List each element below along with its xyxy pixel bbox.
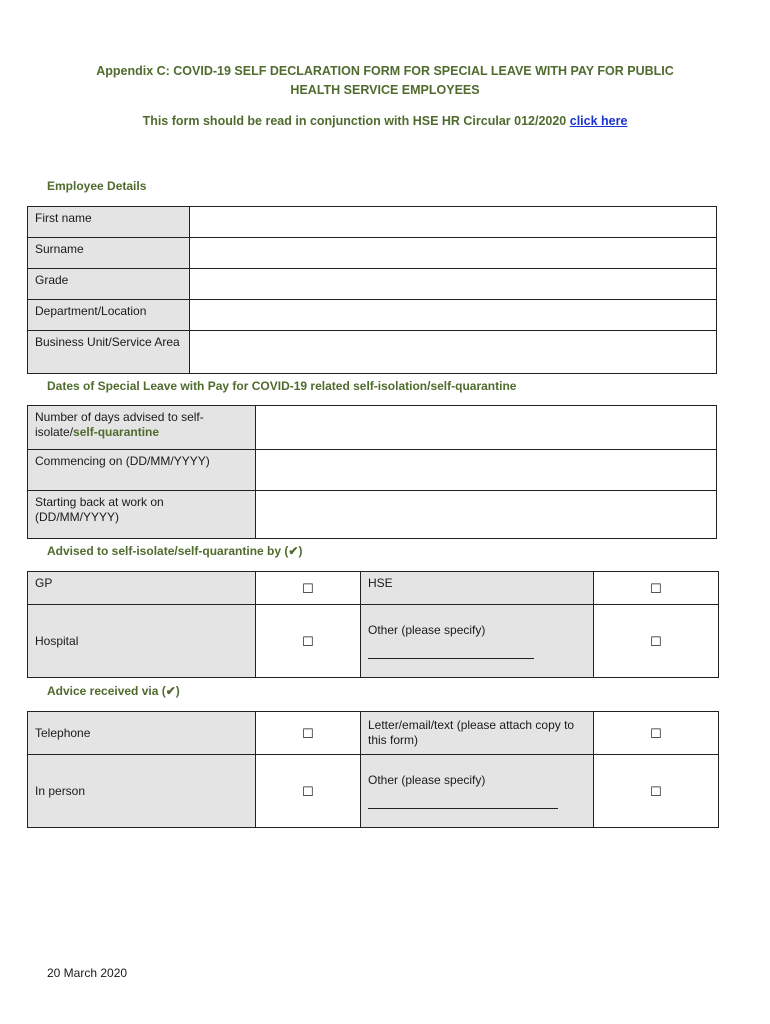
- department-location-label: Department/Location: [28, 300, 190, 331]
- form-title: [40, 62, 730, 100]
- subtitle-text: This form should be read in conjunction with HSE HR Circular 012/2020: [142, 114, 567, 128]
- business-unit-field[interactable]: [190, 331, 717, 374]
- hse-label: HSE: [361, 572, 594, 605]
- days-advised-label: [28, 406, 256, 450]
- surname-field[interactable]: [190, 238, 717, 269]
- dates-heading: Dates of Special Leave with Pay for COVID-19 related self-isolation/self-quarantine: [47, 379, 517, 393]
- telephone-label: Telephone: [28, 712, 256, 755]
- surname-label: Surname: [28, 238, 190, 269]
- hospital-label: Hospital: [28, 605, 256, 678]
- department-location-field[interactable]: [190, 300, 717, 331]
- starting-back-field[interactable]: [256, 491, 717, 539]
- commencing-field[interactable]: [256, 450, 717, 491]
- telephone-checkbox[interactable]: ☐: [256, 712, 361, 755]
- gp-checkbox[interactable]: ☐: [256, 572, 361, 605]
- days-advised-label-text: Number of days advised to self-isolate/: [35, 410, 204, 439]
- form-subtitle: [40, 114, 730, 128]
- in-person-checkbox[interactable]: ☐: [256, 755, 361, 828]
- advised-other-cell: [361, 605, 594, 678]
- received-via-table: [27, 711, 719, 828]
- days-advised-field[interactable]: [256, 406, 717, 450]
- advised-other-specify-line[interactable]: [368, 646, 534, 659]
- employee-details-table: [27, 206, 717, 374]
- dates-table: [27, 405, 717, 539]
- hospital-checkbox[interactable]: ☐: [256, 605, 361, 678]
- starting-back-label: Starting back at work on (DD/MM/YYYY): [28, 491, 256, 539]
- commencing-label: Commencing on (DD/MM/YYYY): [28, 450, 256, 491]
- received-other-cell: [361, 755, 594, 828]
- self-quarantine-emphasis: self-quarantine: [73, 425, 160, 439]
- first-name-field[interactable]: [190, 207, 717, 238]
- received-via-heading: Advice received via (✔): [47, 684, 180, 698]
- received-other-specify-line[interactable]: [368, 796, 558, 809]
- footer-date: 20 March 2020: [47, 966, 128, 980]
- in-person-label: In person: [28, 755, 256, 828]
- advised-by-heading: Advised to self-isolate/self-quarantine by (✔): [47, 544, 303, 558]
- gp-label: GP: [28, 572, 256, 605]
- letter-email-checkbox[interactable]: ☐: [594, 712, 719, 755]
- received-other-checkbox[interactable]: ☐: [594, 755, 719, 828]
- circular-link[interactable]: click here: [569, 114, 628, 128]
- employee-details-heading: Employee Details: [47, 179, 147, 193]
- advised-other-label: Other (please specify): [368, 623, 486, 637]
- advised-other-checkbox[interactable]: ☐: [594, 605, 719, 678]
- business-unit-label: Business Unit/Service Area: [28, 331, 190, 374]
- advised-by-table: [27, 571, 719, 678]
- received-other-label: Other (please specify): [368, 773, 486, 787]
- grade-field[interactable]: [190, 269, 717, 300]
- hse-checkbox[interactable]: ☐: [594, 572, 719, 605]
- letter-email-label: Letter/email/text (please attach copy to this form): [361, 712, 594, 755]
- grade-label: Grade: [28, 269, 190, 300]
- form-title-line-1: Appendix C: COVID-19 SELF DECLARATION FORM FOR SPECIAL LEAVE WITH PAY FOR PUBLIC: [96, 64, 674, 78]
- form-title-line-2: HEALTH SERVICE EMPLOYEES: [290, 83, 480, 97]
- first-name-label: First name: [28, 207, 190, 238]
